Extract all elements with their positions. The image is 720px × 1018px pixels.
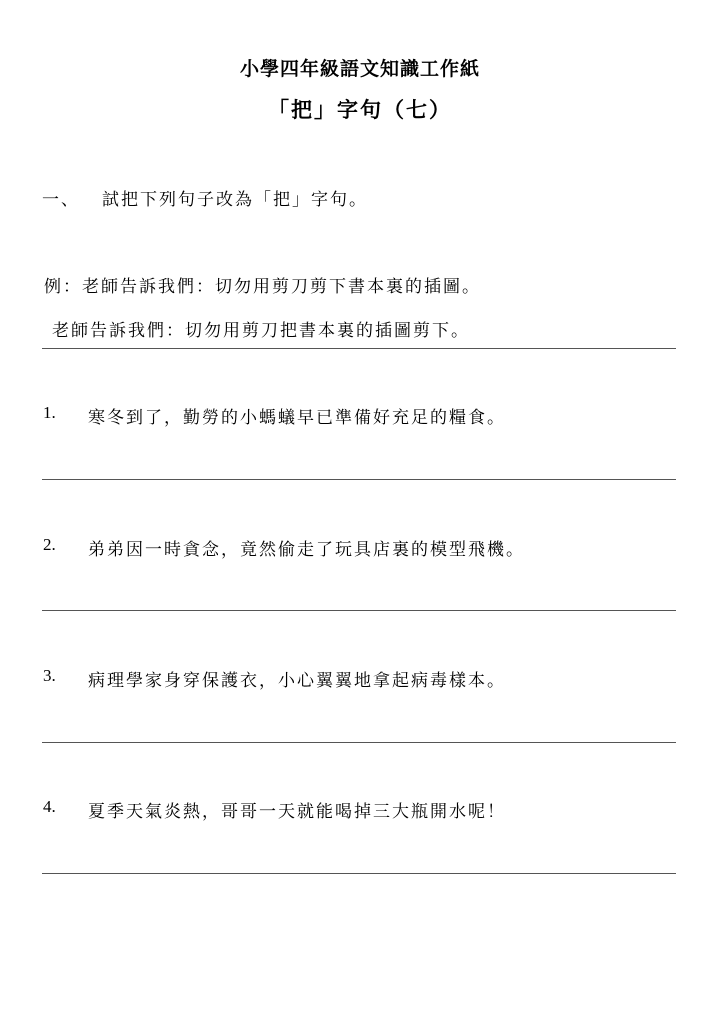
- worksheet-title: 小學四年級語文知識工作紙: [239, 58, 480, 80]
- question-text: 病理學家身穿保護衣，小心翼翼地拿起病毒樣本。: [88, 671, 506, 691]
- question-number: 4.: [43, 797, 56, 816]
- question-number: 1.: [43, 403, 56, 422]
- question-text: 寒冬到了，勤勞的小螞蟻早已準備好充足的糧食。: [88, 408, 506, 428]
- section-number: 一、: [42, 190, 80, 210]
- answer-line: [42, 610, 676, 611]
- question-text: 夏季天氣炎熱，哥哥一天就能喝掉三大瓶開水呢！: [88, 802, 506, 822]
- question-number: 3.: [43, 666, 56, 685]
- section-instruction: 試把下列句子改為「把」字句。: [102, 190, 368, 210]
- answer-line: [42, 479, 676, 480]
- answer-line: [42, 873, 676, 874]
- example-answer: 老師告訴我們：切勿用剪刀把書本裏的插圖剪下。: [52, 321, 470, 341]
- worksheet-subtitle: 「把」字句（七）: [268, 97, 452, 122]
- example-original: 例：老師告訴我們：切勿用剪刀剪下書本裏的插圖。: [44, 277, 481, 297]
- question-text: 弟弟因一時貪念，竟然偷走了玩具店裏的模型飛機。: [88, 540, 525, 560]
- example-divider: [42, 348, 676, 349]
- answer-line: [42, 742, 676, 743]
- question-number: 2.: [43, 535, 56, 554]
